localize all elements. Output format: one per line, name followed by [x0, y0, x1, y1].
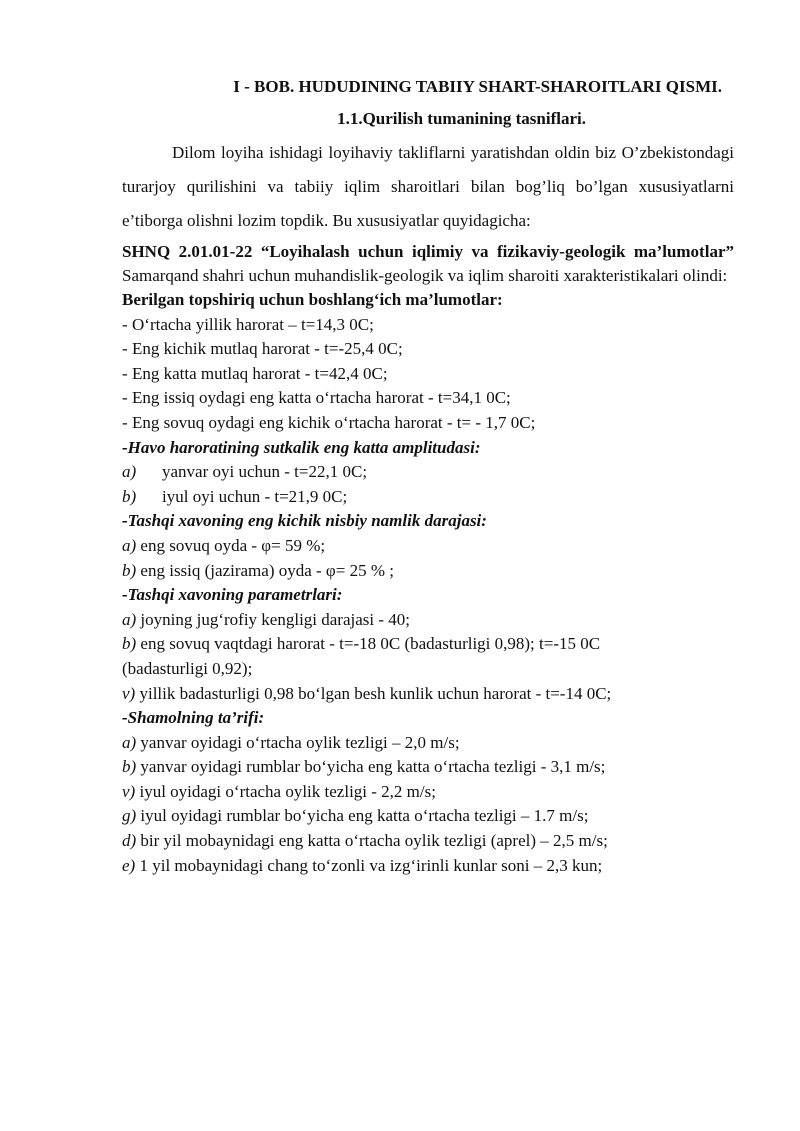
list-item: v) iyul oyidagi o‘rtacha oylik tezligi - 2,2 m/s; — [122, 781, 436, 801]
list-item: d) bir yil mobaynidagi eng katta o‘rtacha oylik tezligi (aprel) – 2,5 m/s; — [122, 831, 608, 851]
list-item: b) iyul oyi uchun - t=21,9 0C; — [122, 486, 348, 506]
list-item: a) yanvar oyi uchun - t=22,1 0C; — [122, 462, 368, 482]
humidity-heading: -Tashqi xavoning eng kichik nisbiy namlik darajasi: — [122, 511, 487, 531]
list-item: - Eng kichik mutlaq harorat - t=-25,4 0C; — [122, 339, 403, 359]
document-body — [122, 74, 734, 878]
list-item: a) yanvar oyidagi o‘rtacha oylik tezligi – 2,0 m/s; — [122, 732, 460, 752]
list-item: a) eng sovuq oyda - φ= 59 %; — [122, 535, 326, 555]
shnq-standard-title: SHNQ 2.01.01-22 “Loyihalash uchun iqlimiy va fizikaviy-geologik ma’lumotlar” — [122, 242, 734, 261]
intro-paragraph: Dilom loyiha ishidagi loyihaviy takliflarni yaratishdan oldin biz O’zbekistondagi turarjoy qurilishini va tabiiy iqlim sharoitlari bilan bog’liq bo’lgan xususiyatlarni e’tiborga olishni lozim topdik. Bu xususiyatlar quyidagicha: — [122, 143, 734, 230]
initial-data-heading: Berilgan topshiriq uchun boshlang‘ich ma’lumotlar: — [122, 290, 503, 309]
list-item: - Eng issiq oydagi eng katta o‘rtacha harorat - t=34,1 0C; — [122, 388, 511, 408]
list-item: v) yillik badasturligi 0,98 bo‘lgan besh kunlik uchun harorat - t=-14 0C; — [122, 683, 612, 703]
list-item: - O‘rtacha yillik harorat – t=14,3 0C; — [122, 314, 374, 334]
list-item: b) eng sovuq vaqtdagi harorat - t=-18 0C (badasturligi 0,98); t=-15 0C — [122, 634, 601, 654]
shnq-paragraph — [122, 240, 734, 288]
chapter-title: I - BOB. HUDUDINING TABIIY SHART-SHAROITLARI QISMI. — [233, 77, 722, 96]
list-item: - Eng sovuq oydagi eng kichik o‘rtacha harorat - t= - 1,7 0C; — [122, 412, 536, 432]
list-item: b) eng issiq (jazirama) oyda - φ= 25 % ; — [122, 560, 394, 580]
list-item: - Eng katta mutlaq harorat - t=42,4 0C; — [122, 363, 388, 383]
shnq-description: Samarqand shahri uchun muhandislik-geologik va iqlim sharoiti xarakteristikalari olindi: — [122, 266, 728, 285]
list-item: b) yanvar oyidagi rumblar bo‘yicha eng katta o‘rtacha tezligi - 3,1 m/s; — [122, 757, 606, 777]
list-item: e) 1 yil mobaynidagi chang to‘zonli va izg‘irinli kunlar soni – 2,3 kun; — [122, 855, 603, 875]
list-item: a) joyning jug‘rofiy kengligi darajasi - 40; — [122, 609, 411, 629]
amplitude-heading: -Havo haroratining sutkalik eng katta amplitudasi: — [122, 437, 481, 457]
parameters-heading: -Tashqi xavoning parametrlari: — [122, 585, 343, 605]
list-item-continuation: (badasturligi 0,92); — [122, 658, 253, 678]
section-title: 1.1.Qurilish tumanining tasniflari. — [337, 109, 586, 128]
wind-heading: -Shamolning ta’rifi: — [122, 708, 265, 728]
list-item: g) iyul oyidagi rumblar bo‘yicha eng katta o‘rtacha tezligi – 1.7 m/s; — [122, 806, 589, 826]
